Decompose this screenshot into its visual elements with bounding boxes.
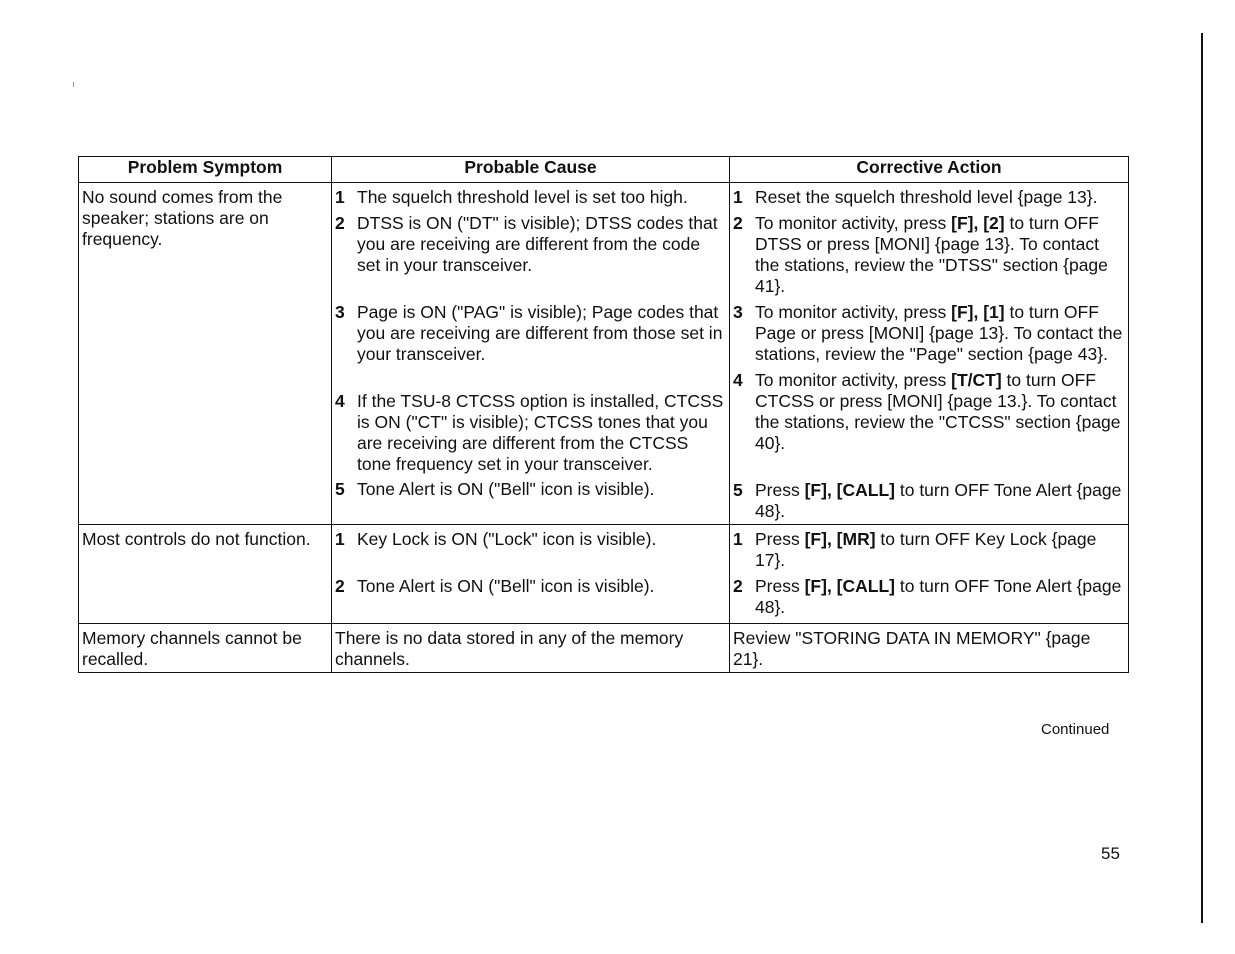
key-combo: [F], [CALL] (804, 480, 895, 500)
table-row (79, 624, 1129, 673)
cause-cell (332, 183, 730, 525)
cause-item: 2 DTSS is ON ("DT" is visible); DTSS codes that you are receiving are different from the code set in your transceiver. (335, 213, 718, 275)
action-cell (730, 525, 1129, 624)
symptom-cell: Most controls do not function. (79, 525, 332, 624)
action-item: 1 Reset the squelch threshold level {page 13}. (733, 187, 1098, 207)
continued-label: Continued (1041, 721, 1110, 738)
action-item: 3 To monitor activity, press [F], [1] to turn OFF Page or press [MONI] {page 13}. To contact the stations, review the "Page" section {page 43}. (733, 302, 1123, 364)
action-item: 2 To monitor activity, press [F], [2] to turn OFF DTSS or press [MONI] {page 13}. To contact the stations, review the "DTSS" section {page 41}. (733, 213, 1108, 296)
header-problem-symptom: Problem Symptom (79, 157, 332, 183)
cause-item: 3 Page is ON ("PAG" is visible); Page codes that you are receiving are different from those set in your transceiver. (335, 302, 723, 364)
header-corrective-action: Corrective Action (730, 157, 1129, 183)
table-row (79, 183, 1129, 525)
troubleshooting-table (78, 156, 1129, 673)
cause-item: 5 Tone Alert is ON ("Bell" icon is visible). (335, 479, 655, 499)
table-row (79, 525, 1129, 624)
key-combo: [F], [MR] (804, 529, 876, 549)
action-cell: Review "STORING DATA IN MEMORY" {page 21}. (730, 624, 1129, 673)
page-edge-rule (1201, 33, 1203, 923)
symptom-cell: No sound comes from the speaker; stations are on frequency. (79, 183, 332, 525)
action-item: 4 To monitor activity, press [T/CT] to turn OFF CTCSS or press [MONI] {page 13.}. To contact the stations, review the "CTCSS" section {page 40}. (733, 370, 1121, 453)
page-number: 55 (1101, 844, 1120, 863)
cause-item: 4 If the TSU-8 CTCSS option is installed, CTCSS is ON ("CT" is visible); CTCSS tones that you are receiving are different from the CTCSS tone frequency set in your transceiver. (335, 391, 724, 474)
scan-mark (73, 82, 74, 87)
action-item: 5 Press [F], [CALL] to turn OFF Tone Alert {page 48}. (733, 480, 1122, 521)
cause-item: 1 The squelch threshold level is set too high. (335, 187, 688, 207)
cause-cell (332, 525, 730, 624)
key-combo: [T/CT] (951, 370, 1002, 390)
header-probable-cause: Probable Cause (332, 157, 730, 183)
cause-item: 1 Key Lock is ON ("Lock" icon is visible). (335, 529, 657, 549)
symptom-cell: Memory channels cannot be recalled. (79, 624, 332, 673)
action-item: 1 Press [F], [MR] to turn OFF Key Lock {page 17}. (733, 529, 1097, 570)
key-combo: [F], [2] (951, 213, 1005, 233)
cause-item: 2 Tone Alert is ON ("Bell" icon is visible). (335, 576, 655, 596)
action-item: 2 Press [F], [CALL] to turn OFF Tone Alert {page 48}. (733, 576, 1122, 617)
action-cell (730, 183, 1129, 525)
key-combo: [F], [CALL] (804, 576, 895, 596)
cause-cell: There is no data stored in any of the memory channels. (332, 624, 730, 673)
key-combo: [F], [1] (951, 302, 1005, 322)
table-header-row (79, 157, 1129, 183)
